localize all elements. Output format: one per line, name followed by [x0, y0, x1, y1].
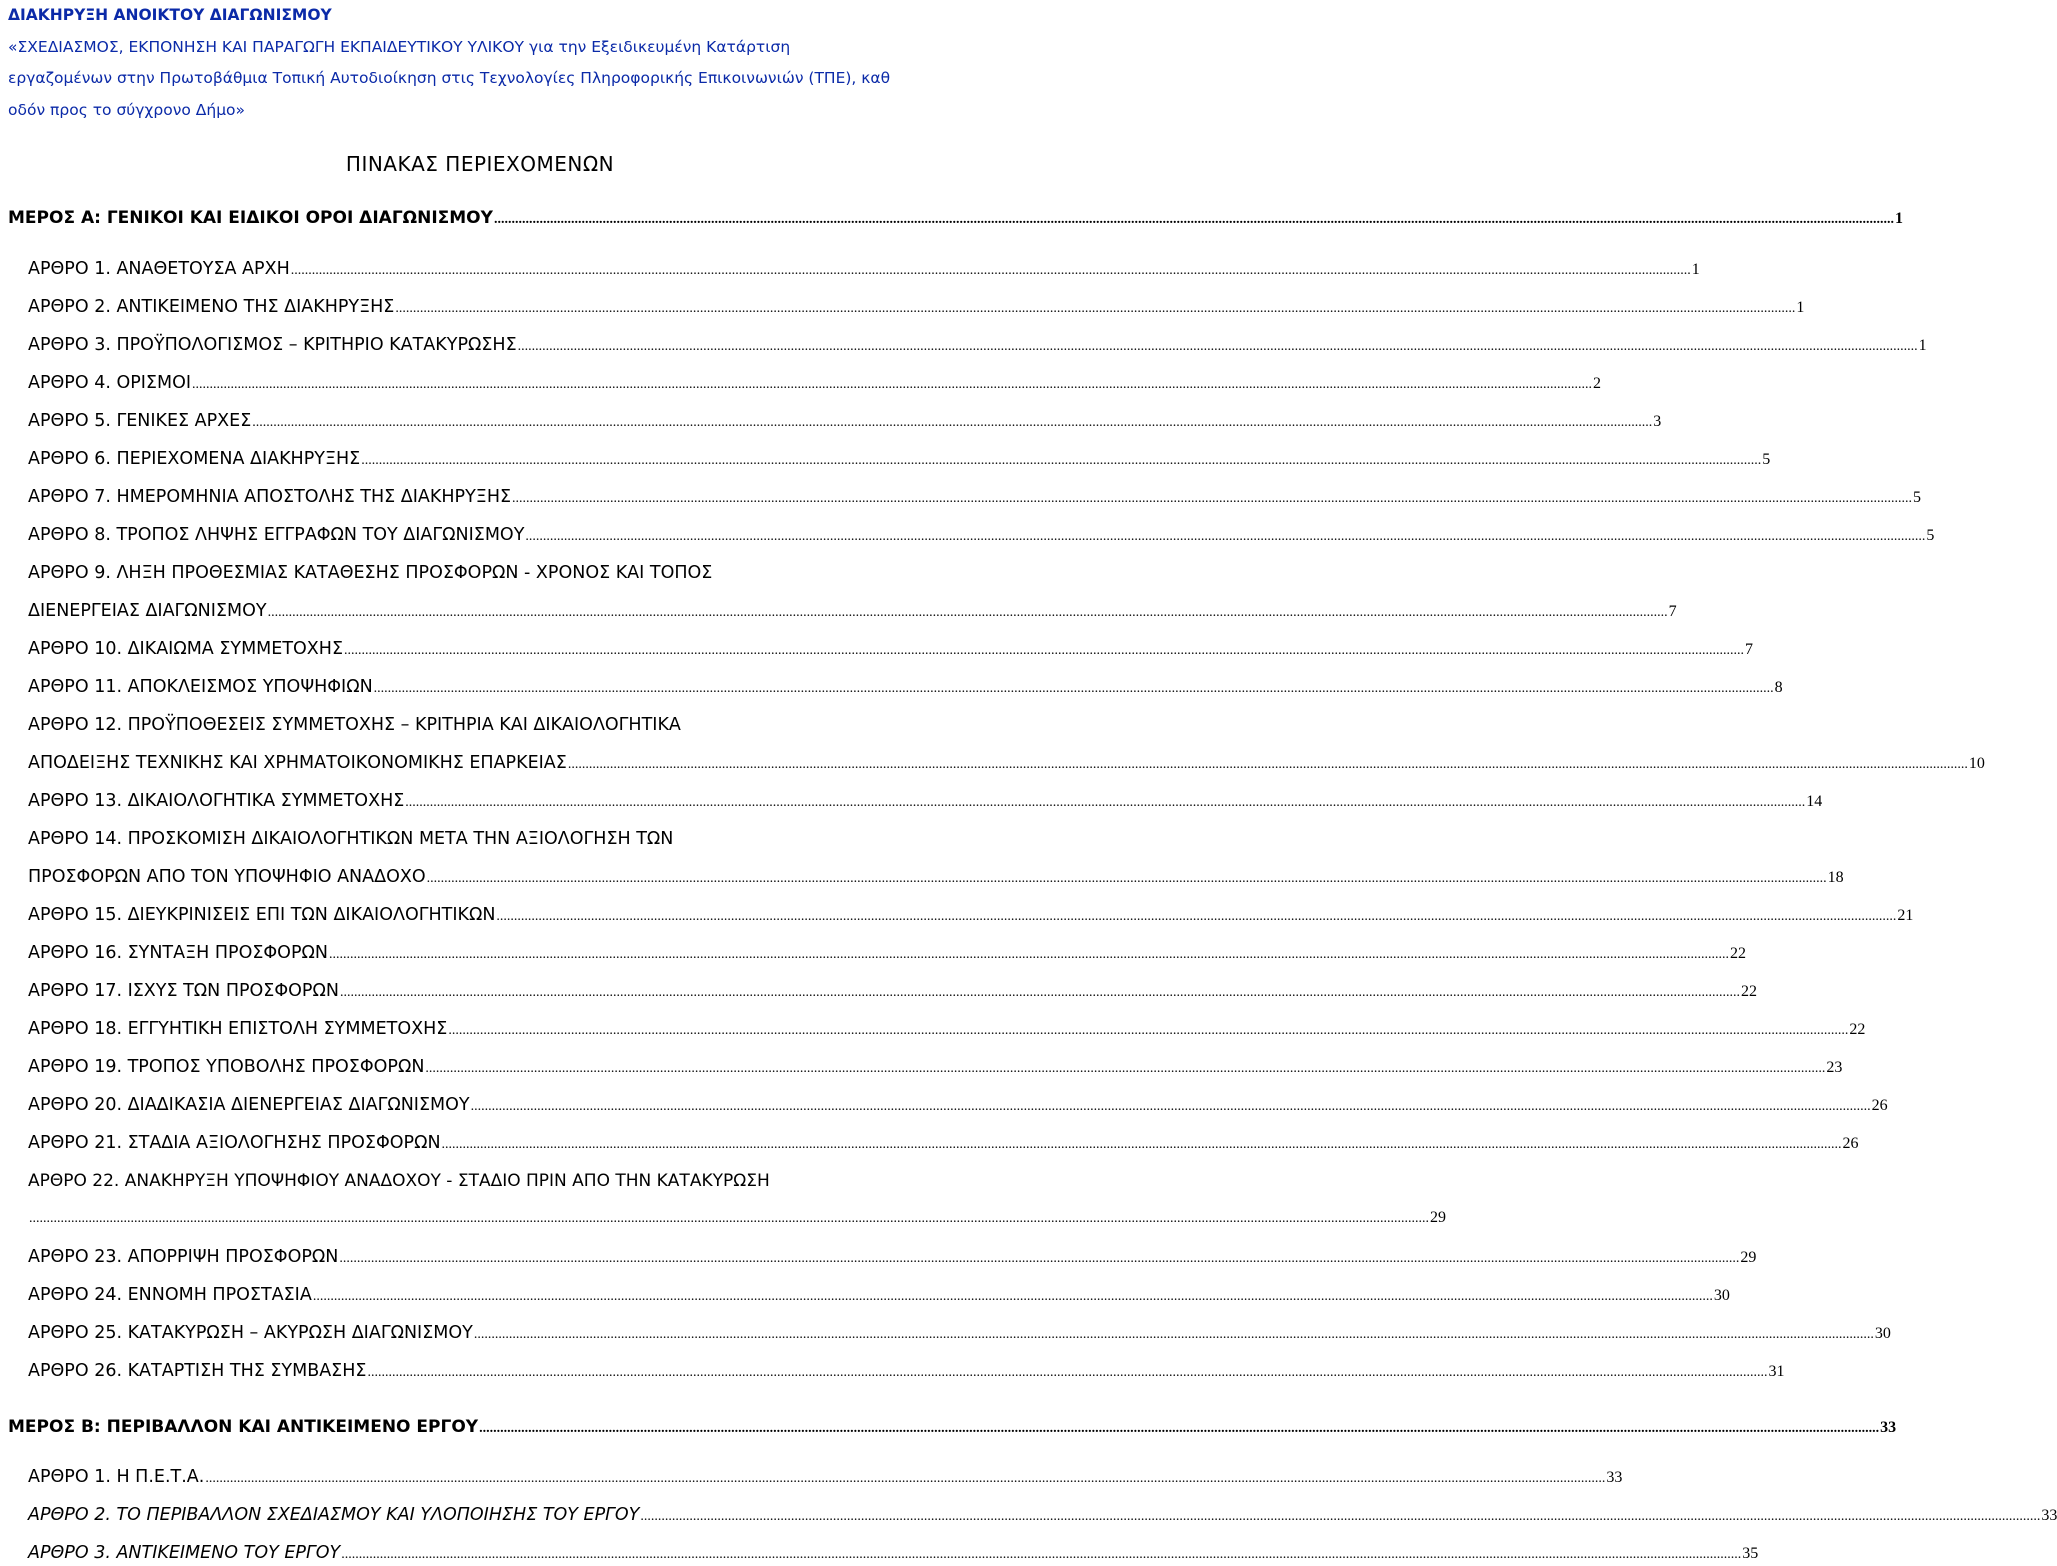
toc-entry[interactable] — [28, 335, 1927, 355]
toc-leader-dots: ................................................................................................................................................................................................................................................................................................................................................................................................................ — [328, 947, 1729, 962]
toc-entry-page: 30 — [1713, 1287, 1730, 1304]
toc-entry[interactable] — [28, 487, 1922, 507]
toc-leader-dots: ................................................................................................................................................................................................................................................................................................................................................................................................................ — [493, 212, 1894, 227]
toc-entry[interactable] — [28, 601, 1677, 621]
toc-entry-label: ΑΡΘΡΟ 11. ΑΠΟΚΛΕΙΣΜΟΣ ΥΠΟΨΗΦΙΩΝ — [28, 677, 373, 697]
toc-leader-dots: ................................................................................................................................................................................................................................................................................................................................................................................................................ — [267, 605, 1668, 620]
toc-entry-page: 1 — [1691, 261, 1700, 278]
toc-entry-page: 21 — [1897, 907, 1914, 924]
toc-entry-page: 33 — [1880, 1419, 1897, 1436]
toc-entry-label: ΑΡΘΡΟ 16. ΣΥΝΤΑΞΗ ΠΡΟΣΦΟΡΩΝ — [28, 943, 328, 963]
toc-leader-dots: ................................................................................................................................................................................................................................................................................................................................................................................................................ — [361, 453, 1762, 468]
toc-leader-dots: ................................................................................................................................................................................................................................................................................................................................................................................................................ — [470, 1099, 1871, 1114]
toc-entry-label: ΑΡΘΡΟ 2. ΤΟ ΠΕΡΙΒΑΛΛΟΝ ΣΧΕΔΙΑΣΜΟΥ ΚΑΙ ΥΛΟΠΟΙΗΣΗΣ ΤΟΥ ΕΡΓΟΥ — [28, 1505, 640, 1525]
toc-entry-page: 7 — [1668, 603, 1677, 620]
toc-leader-dots: ................................................................................................................................................................................................................................................................................................................................................................................................................ — [425, 1061, 1826, 1076]
toc-entry[interactable] — [28, 1323, 1891, 1343]
toc-entry-label: ΑΡΘΡΟ 21. ΣΤΑΔΙΑ ΑΞΙΟΛΟΓΗΣΗΣ ΠΡΟΣΦΟΡΩΝ — [28, 1133, 441, 1153]
toc-part-b[interactable] — [8, 1417, 1897, 1437]
toc-entry-page: 29 — [1430, 1209, 1446, 1226]
toc-entry-page: 10 — [1968, 755, 1985, 772]
toc-leader-dots: ................................................................................................................................................................................................................................................................................................................................................................................................................ — [405, 795, 1806, 810]
toc-leader-dots: ................................................................................................................................................................................................................................................................................................................................................................................................................ — [312, 1289, 1713, 1304]
toc-leader-dots: ................................................................................................................................................................................................................................................................................................................................................................................................................ — [395, 301, 1796, 316]
toc-entry[interactable] — [28, 1019, 1866, 1039]
toc-leader-dots: ................................................................................................................................................................................................................................................................................................................................................................................................................ — [339, 985, 1740, 1000]
toc-entry[interactable] — [28, 449, 1771, 469]
toc-entry[interactable] — [28, 905, 1914, 925]
toc-entry[interactable] — [28, 791, 1823, 811]
toc-entry-label: ΑΡΘΡΟ 8. ΤΡΟΠΟΣ ΛΗΨΗΣ ΕΓΓΡΑΦΩΝ ΤΟΥ ΔΙΑΓΩΝΙΣΜΟΥ — [28, 525, 525, 545]
toc-entry-label: ΑΡΘΡΟ 2. ΑΝΤΙΚΕΙΜΕΝΟ ΤΗΣ ΔΙΑΚΗΡΥΞΗΣ — [28, 297, 395, 317]
toc-entry[interactable] — [28, 753, 1985, 773]
toc-entry[interactable] — [28, 259, 1700, 279]
toc-entry[interactable] — [28, 1057, 1843, 1077]
toc-entry[interactable] — [28, 981, 1757, 1001]
toc-entry-label: ΑΠΟΔΕΙΞΗΣ ΤΕΧΝΙΚΗΣ ΚΑΙ ΧΡΗΜΑΤΟΙΚΟΝΟΜΙΚΗΣ ΕΠΑΡΚΕΙΑΣ — [28, 753, 567, 773]
toc-entry-page: 14 — [1806, 793, 1823, 810]
toc-leader-dots: ................................................................................................................................................................................................................................................................................................................................................................................................................ — [29, 1211, 1429, 1226]
toc-entry[interactable] — [28, 639, 1753, 659]
toc-entry-label: ΑΡΘΡΟ 15. ΔΙΕΥΚΡΙΝΙΣΕΙΣ ΕΠΙ ΤΩΝ ΔΙΚΑΙΟΛΟΓΗΤΙΚΩΝ — [28, 905, 496, 925]
toc-entry[interactable] — [28, 1095, 1888, 1115]
toc-entry[interactable] — [28, 943, 1746, 963]
toc-leader-dots: ................................................................................................................................................................................................................................................................................................................................................................................................................ — [339, 1251, 1740, 1266]
toc-leader-dots: ................................................................................................................................................................................................................................................................................................................................................................................................................ — [473, 1327, 1874, 1342]
toc-leader-dots: ................................................................................................................................................................................................................................................................................................................................................................................................................ — [252, 415, 1653, 430]
toc-entry-page: 7 — [1745, 641, 1753, 658]
toc-entry-label: ΑΡΘΡΟ 1. Η Π.Ε.Τ.Α. — [28, 1467, 205, 1487]
document-title: ΔΙΑΚΗΡΥΞΗ ΑΝΟΙΚΤΟΥ ΔΙΑΓΩΝΙΣΜΟΥ — [8, 6, 332, 24]
toc-leader-dots: ................................................................................................................................................................................................................................................................................................................................................................................................................ — [373, 681, 1774, 696]
toc-entry-label: ΑΡΘΡΟ 20. ΔΙΑΔΙΚΑΣΙΑ ΔΙΕΝΕΡΓΕΙΑΣ ΔΙΑΓΩΝΙΣΜΟΥ — [28, 1095, 470, 1115]
toc-entry[interactable] — [28, 1209, 1446, 1227]
toc-leader-dots: ................................................................................................................................................................................................................................................................................................................................................................................................................ — [192, 377, 1593, 392]
toc-entry-label: ΑΡΘΡΟ 10. ΔΙΚΑΙΩΜΑ ΣΥΜΜΕΤΟΧΗΣ — [28, 639, 343, 659]
toc-entry-label: ΔΙΕΝΕΡΓΕΙΑΣ ΔΙΑΓΩΝΙΣΜΟΥ — [28, 601, 267, 621]
document-subtitle-line: «ΣΧΕΔΙΑΣΜΟΣ, ΕΚΠΟΝΗΣΗ ΚΑΙ ΠΑΡΑΓΩΓΗ ΕΚΠΑΙΔΕΥΤΙΚΟΥ ΥΛΙΚΟΥ για την Εξειδικευμένη Κατάρτιση — [8, 37, 791, 56]
toc-entry-label: ΑΡΘΡΟ 18. ΕΓΓΥΗΤΙΚΗ ΕΠΙΣΤΟΛΗ ΣΥΜΜΕΤΟΧΗΣ — [28, 1019, 448, 1039]
toc-entry[interactable] — [28, 867, 1844, 887]
toc-entry[interactable] — [28, 373, 1602, 393]
toc-leader-dots: ................................................................................................................................................................................................................................................................................................................................................................................................................ — [290, 263, 1691, 278]
toc-entry-label: ΑΡΘΡΟ 25. ΚΑΤΑΚΥΡΩΣΗ – ΑΚΥΡΩΣΗ ΔΙΑΓΩΝΙΣΜΟΥ — [28, 1323, 473, 1343]
toc-entry[interactable] — [28, 411, 1662, 431]
toc-entry-label: ΑΡΘΡΟ 23. ΑΠΟΡΡΙΨΗ ΠΡΟΣΦΟΡΩΝ — [28, 1247, 339, 1267]
toc-entry-label: ΑΡΘΡΟ 19. ΤΡΟΠΟΣ ΥΠΟΒΟΛΗΣ ΠΡΟΣΦΟΡΩΝ — [28, 1057, 425, 1077]
toc-entry[interactable] — [28, 1285, 1730, 1305]
toc-entry-label: ΑΡΘΡΟ 3. ΑΝΤΙΚΕΙΜΕΝΟ ΤΟΥ ΕΡΓΟΥ — [28, 1543, 341, 1563]
toc-entry-label: ΑΡΘΡΟ 13. ΔΙΚΑΙΟΛΟΓΗΤΙΚΑ ΣΥΜΜΕΤΟΧΗΣ — [28, 791, 405, 811]
toc-entry-page: 31 — [1768, 1363, 1785, 1380]
document-header — [8, 0, 954, 126]
toc-leader-dots: ................................................................................................................................................................................................................................................................................................................................................................................................................ — [640, 1509, 2041, 1524]
toc-leader-dots: ................................................................................................................................................................................................................................................................................................................................................................................................................ — [517, 339, 1918, 354]
toc-entry[interactable] — [28, 1467, 1623, 1487]
toc-entry-first-line[interactable]: ΑΡΘΡΟ 9. ΛΗΞΗ ΠΡΟΘΕΣΜΙΑΣ ΚΑΤΑΘΕΣΗΣ ΠΡΟΣΦΟΡΩΝ - ΧΡΟΝΟΣ ΚΑΙ ΤΟΠΟΣ — [28, 563, 713, 583]
toc-entry[interactable] — [28, 1133, 1859, 1153]
toc-entry-page: 1 — [1918, 337, 1927, 354]
toc-leader-dots: ................................................................................................................................................................................................................................................................................................................................................................................................................ — [367, 1365, 1768, 1380]
toc-part-a[interactable] — [8, 208, 1903, 228]
toc-entry[interactable] — [28, 525, 1935, 545]
toc-leader-dots: ................................................................................................................................................................................................................................................................................................................................................................................................................ — [441, 1137, 1842, 1152]
toc-leader-dots: ................................................................................................................................................................................................................................................................................................................................................................................................................ — [479, 1421, 1880, 1436]
toc-entry-label: ΑΡΘΡΟ 7. ΗΜΕΡΟΜΗΝΙΑ ΑΠΟΣΤΟΛΗΣ ΤΗΣ ΔΙΑΚΗΡΥΞΗΣ — [28, 487, 512, 507]
toc-entry-page: 30 — [1874, 1325, 1891, 1342]
toc-entry-label: ΑΡΘΡΟ 24. ΕΝΝΟΜΗ ΠΡΟΣΤΑΣΙΑ — [28, 1285, 312, 1305]
toc-entry-label: ΑΡΘΡΟ 6. ΠΕΡΙΕΧΟΜΕΝΑ ΔΙΑΚΗΡΥΞΗΣ — [28, 449, 361, 469]
toc-entry-label: ΑΡΘΡΟ 26. ΚΑΤΑΡΤΙΣΗ ΤΗΣ ΣΥΜΒΑΣΗΣ — [28, 1361, 367, 1381]
toc-entry-page: 23 — [1826, 1059, 1843, 1076]
toc-entry[interactable] — [28, 1247, 1757, 1267]
toc-leader-dots: ................................................................................................................................................................................................................................................................................................................................................................................................................ — [567, 757, 1968, 772]
toc-entry-first-line[interactable]: ΑΡΘΡΟ 22. ΑΝΑΚΗΡΥΞΗ ΥΠΟΨΗΦΙΟΥ ΑΝΑΔΟΧΟΥ - ΣΤΑΔΙΟ ΠΡΙΝ ΑΠΟ ΤΗΝ ΚΑΤΑΚΥΡΩΣΗ — [28, 1171, 770, 1191]
toc-entry-label: ΜΕΡΟΣ Β: ΠΕΡΙΒΑΛΛΟΝ ΚΑΙ ΑΝΤΙΚΕΙΜΕΝΟ ΕΡΓΟΥ — [8, 1417, 479, 1437]
toc-entry-label: ΑΡΘΡΟ 1. ΑΝΑΘΕΤΟΥΣΑ ΑΡΧΗ — [28, 259, 290, 279]
toc-entry-page: 29 — [1740, 1249, 1757, 1266]
toc-entry-page: 5 — [1913, 489, 1922, 506]
document-subtitle-line: οδόν προς το σύγχρονο Δήμο» — [8, 100, 246, 119]
toc-entry-page: 22 — [1849, 1021, 1866, 1038]
toc-entry-page: 35 — [1742, 1545, 1759, 1562]
toc-entry-label: ΑΡΘΡΟ 17. ΙΣΧΥΣ ΤΩΝ ΠΡΟΣΦΟΡΩΝ — [28, 981, 339, 1001]
toc-entry-page: 33 — [1606, 1469, 1623, 1486]
toc-entry-label: ΑΡΘΡΟ 4. ΟΡΙΣΜΟΙ — [28, 373, 192, 393]
toc-leader-dots: ................................................................................................................................................................................................................................................................................................................................................................................................................ — [426, 871, 1827, 886]
toc-leader-dots: ................................................................................................................................................................................................................................................................................................................................................................................................................ — [448, 1023, 1849, 1038]
toc-entry-page: 3 — [1653, 413, 1662, 430]
toc-entry-page: 5 — [1762, 451, 1771, 468]
toc-entry-page: 1 — [1796, 299, 1805, 316]
toc-entry-label: ΠΡΟΣΦΟΡΩΝ ΑΠΟ ΤΟΝ ΥΠΟΨΗΦΙΟ ΑΝΑΔΟΧΟ — [28, 867, 426, 887]
document-subtitle-line: εργαζομένων στην Πρωτοβάθμια Τοπική Αυτοδιοίκηση στις Τεχνολογίες Πληροφορικής Επικοινωνιών (ΤΠΕ), καθ — [8, 69, 891, 87]
toc-entry[interactable] — [28, 1543, 1759, 1563]
toc-entry-label: ΑΡΘΡΟ 3. ΠΡΟΫΠΟΛΟΓΙΣΜΟΣ – ΚΡΙΤΗΡΙΟ ΚΑΤΑΚΥΡΩΣΗΣ — [28, 335, 517, 355]
toc-leader-dots: ................................................................................................................................................................................................................................................................................................................................................................................................................ — [205, 1471, 1606, 1486]
toc-leader-dots: ................................................................................................................................................................................................................................................................................................................................................................................................................ — [344, 643, 1744, 658]
toc-leader-dots: ................................................................................................................................................................................................................................................................................................................................................................................................................ — [525, 529, 1926, 544]
toc-entry[interactable] — [28, 297, 1805, 317]
toc-entry-page: 5 — [1926, 527, 1935, 544]
toc-entry-page: 33 — [2041, 1507, 2057, 1524]
toc-entry-page: 26 — [1842, 1135, 1859, 1152]
toc-entry-page: 22 — [1740, 983, 1757, 1000]
toc-entry-page: 22 — [1729, 945, 1746, 962]
toc-leader-dots: ................................................................................................................................................................................................................................................................................................................................................................................................................ — [341, 1547, 1742, 1562]
toc-entry-page: 1 — [1894, 210, 1903, 227]
toc-entry-label: ΑΡΘΡΟ 5. ΓΕΝΙΚΕΣ ΑΡΧΕΣ — [28, 411, 252, 431]
toc-entry[interactable] — [28, 677, 1783, 697]
toc-entry-page: 26 — [1871, 1097, 1888, 1114]
toc-entry-page: 2 — [1593, 375, 1602, 392]
toc-entry-label: ΜΕΡΟΣ Α: ΓΕΝΙΚΟΙ ΚΑΙ ΕΙΔΙΚΟΙ ΟΡΟΙ ΔΙΑΓΩΝΙΣΜΟΥ — [8, 208, 493, 228]
toc-entry-page: 18 — [1827, 869, 1844, 886]
toc-entry[interactable] — [28, 1505, 2057, 1525]
toc-entry-first-line[interactable]: ΑΡΘΡΟ 14. ΠΡΟΣΚΟΜΙΣΗ ΔΙΚΑΙΟΛΟΓΗΤΙΚΩΝ ΜΕΤΑ ΤΗΝ ΑΞΙΟΛΟΓΗΣΗ ΤΩΝ — [28, 829, 674, 849]
toc-leader-dots: ................................................................................................................................................................................................................................................................................................................................................................................................................ — [496, 909, 1897, 924]
toc-entry[interactable] — [28, 1361, 1785, 1381]
toc-heading: ΠΙΝΑΚΑΣ ΠΕΡΙΕΧΟΜΕΝΩΝ — [345, 152, 615, 176]
toc-leader-dots: ................................................................................................................................................................................................................................................................................................................................................................................................................ — [512, 491, 1913, 506]
toc-entry-first-line[interactable]: ΑΡΘΡΟ 12. ΠΡΟΫΠΟΘΕΣΕΙΣ ΣΥΜΜΕΤΟΧΗΣ – ΚΡΙΤΗΡΙΑ ΚΑΙ ΔΙΚΑΙΟΛΟΓΗΤΙΚΑ — [28, 715, 681, 735]
toc-entry-page: 8 — [1774, 679, 1783, 696]
